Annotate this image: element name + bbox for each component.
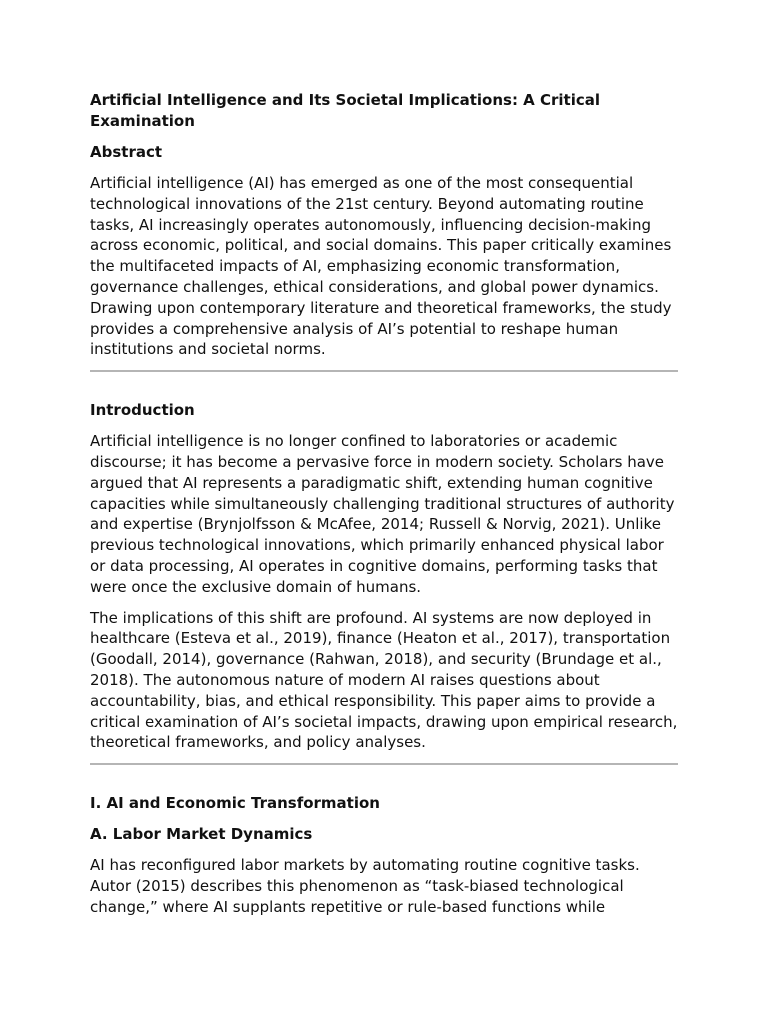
introduction-paragraph: The implications of this shift are profound. AI systems are now deployed in healthcare (Esteva et al., 2019), finance (Heaton et al., 2017), transportation (Goodall, 2014), governance (Rahwan, 2018), and security (Brundage et al., 2018). The autonomous nature of modern AI raises questions about accountability, bias, and ethical responsibility. This paper aims to provide a critical examination of AI’s societal impacts, drawing upon empirical research, theoretical frameworks, and policy analyses.: [90, 608, 678, 752]
section-heading: I. AI and Economic Transformation: [90, 794, 380, 813]
section-divider: [90, 370, 678, 372]
abstract-heading: Abstract: [90, 143, 163, 161]
document-page: [90, 90, 680, 928]
subsection-heading: A. Labor Market Dynamics: [90, 825, 313, 844]
abstract-paragraph: Artificial intelligence (AI) has emerged as one of the most consequential technological innovations of the 21st century. Beyond automating routine tasks, AI increasingly operates autonomously, influencing decision-making across economic, political, and social domains. This paper critically examines the multifaceted impacts of AI, emphasizing economic transformation, governance challenges, ethical considerations, and global power dynamics. Drawing upon contemporary literature and theoretical frameworks, the study provides a comprehensive analysis of AI’s potential to reshape human institutions and societal norms.: [90, 174, 672, 359]
section-divider: [90, 763, 678, 765]
introduction-heading: Introduction: [90, 401, 195, 420]
abstract-section: [90, 142, 680, 360]
introduction-section: [90, 400, 680, 753]
paper-title: Artificial Intelligence and Its Societal Implications: A Critical Examination: [90, 91, 601, 130]
economic-transformation-section: [90, 793, 680, 917]
introduction-paragraph: Artificial intelligence is no longer confined to laboratories or academic discourse; it has become a pervasive force in modern society. Scholars have argued that AI represents a paradigmatic shift, extending human cognitive capacities while simultaneously challenging traditional structures of authority and expertise (Brynjolfsson & McAfee, 2014; Russell & Norvig, 2021). Unlike previous technological innovations, which primarily enhanced physical labor or data processing, AI operates in cognitive domains, performing tasks that were once the exclusive domain of humans.: [90, 432, 675, 596]
labor-market-paragraph: AI has reconfigured labor markets by automating routine cognitive tasks. Autor (2015) describes this phenomenon as “task-biased technological change,” where AI supplants repetitive or rule-based functions while: [90, 856, 640, 916]
